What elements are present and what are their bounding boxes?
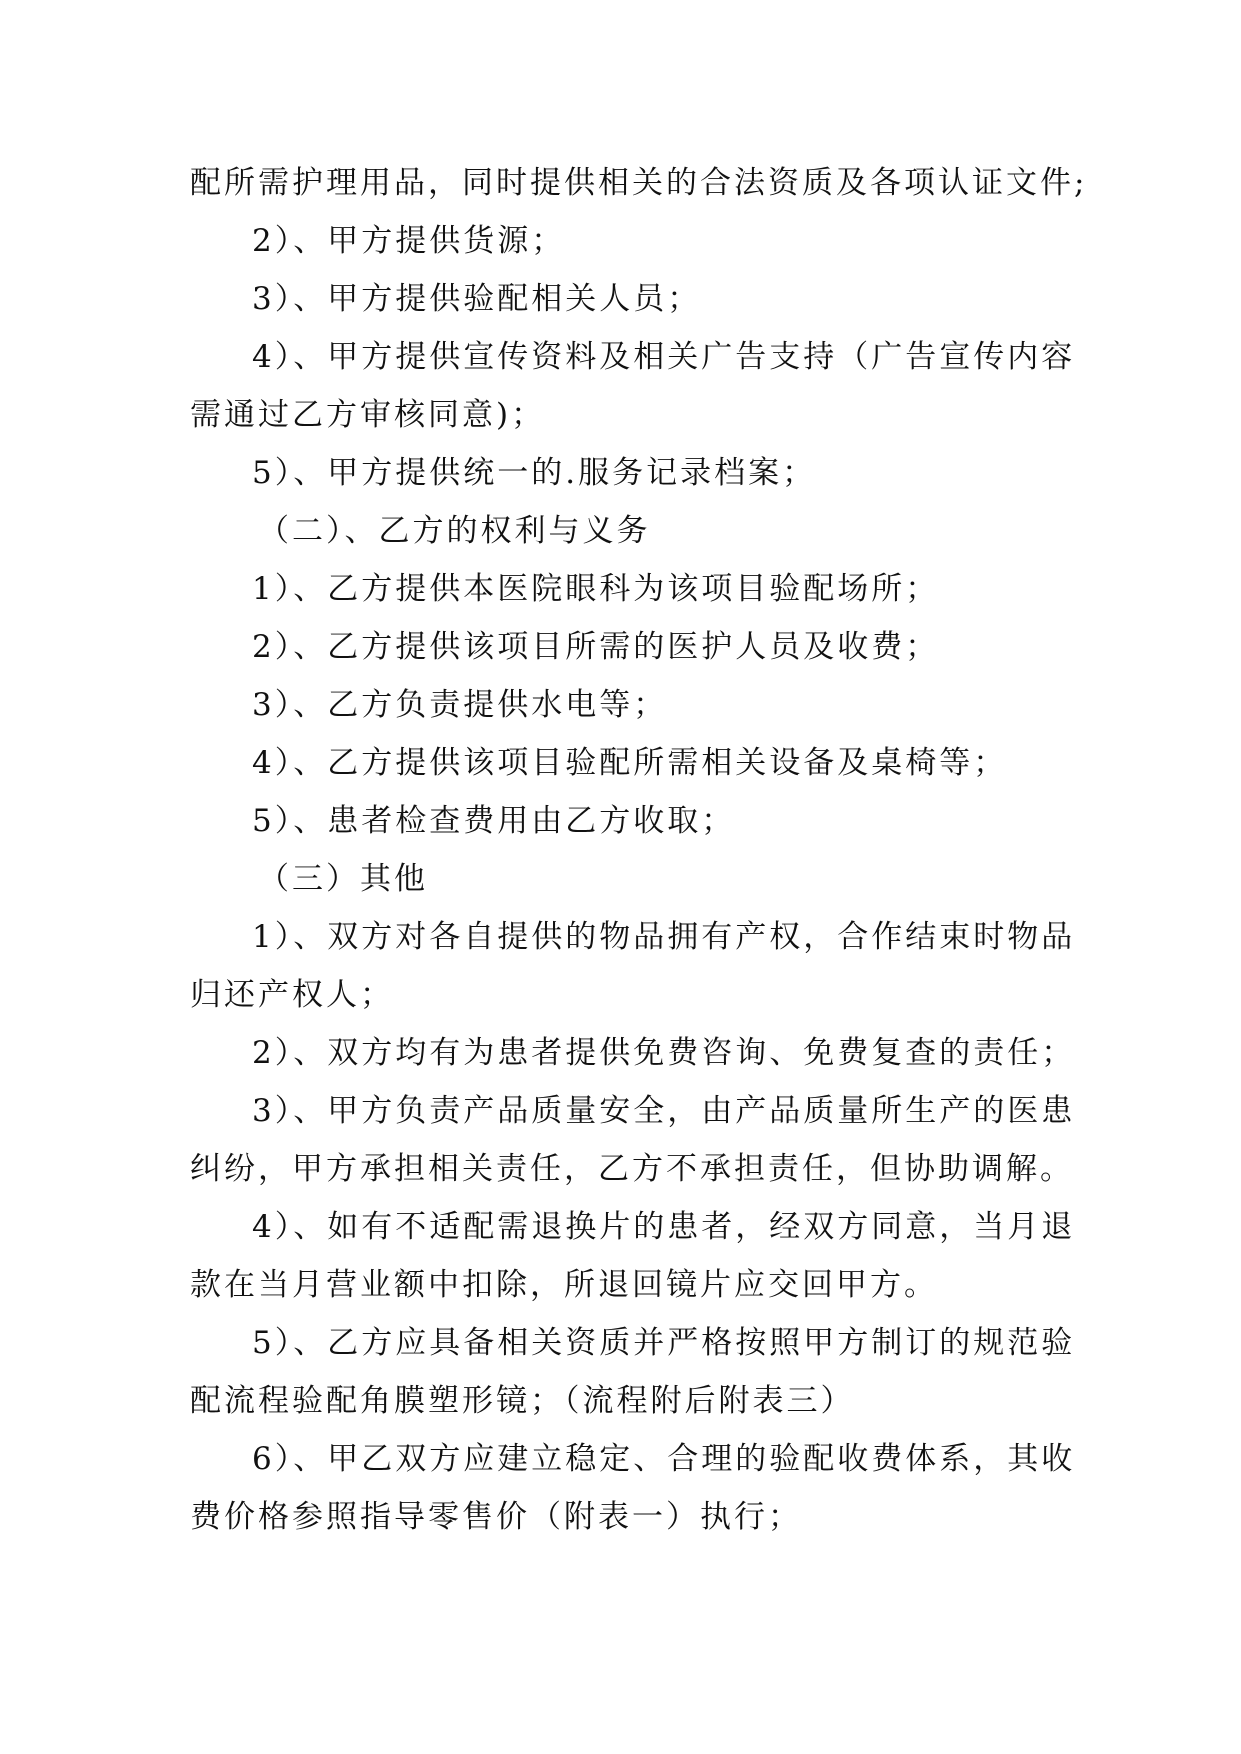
text-line: 3）、乙方负责提供水电等； xyxy=(252,687,668,723)
text-line: 需通过乙方审核同意)； xyxy=(190,397,546,433)
text-line: 5）、患者检查费用由乙方收取； xyxy=(252,803,736,839)
text-line: 4）、甲方提供宣传资料及相关广告支持（广告宣传内容 xyxy=(252,339,1076,375)
text-line: 4）、乙方提供该项目验配所需相关设备及桌椅等； xyxy=(252,745,1008,781)
section-heading: （三）其他 xyxy=(258,861,428,897)
text-line: 2）、双方均有为患者提供免费咨询、免费复查的责任； xyxy=(252,1035,1076,1071)
text-line: 3）、甲方负责产品质量安全，由产品质量所生产的医患 xyxy=(252,1093,1076,1129)
text-line: 纠纷，甲方承担相关责任，乙方不承担责任，但协助调解。 xyxy=(190,1151,1074,1187)
text-line: 配所需护理用品，同时提供相关的合法资质及各项认证文件; xyxy=(190,165,1088,201)
text-line: 2）、甲方提供货源； xyxy=(252,223,566,259)
text-line: 4）、如有不适配需退换片的患者，经双方同意，当月退 xyxy=(252,1209,1076,1245)
text-line: 1）、乙方提供本医院眼科为该项目验配场所； xyxy=(252,571,940,607)
text-line: 2）、乙方提供该项目所需的医护人员及收费； xyxy=(252,629,940,665)
text-line: 款在当月营业额中扣除，所退回镜片应交回甲方。 xyxy=(190,1267,938,1303)
text-line: 5）、甲方提供统一的.服务记录档案； xyxy=(252,455,817,491)
text-line: 归还产权人； xyxy=(190,977,394,1013)
text-line: 1）、双方对各自提供的物品拥有产权，合作结束时物品 xyxy=(252,919,1076,955)
section-heading: （二）、乙方的权利与义务 xyxy=(258,513,651,549)
text-line: 5）、乙方应具备相关资质并严格按照甲方制订的规范验 xyxy=(252,1325,1076,1361)
text-line: 6）、甲乙双方应建立稳定、合理的验配收费体系，其收 xyxy=(252,1441,1076,1477)
text-line: 3）、甲方提供验配相关人员； xyxy=(252,281,702,317)
text-line: 费价格参照指导零售价（附表一）执行； xyxy=(190,1499,802,1535)
text-line: 配流程验配角膜塑形镜；（流程附后附表三） xyxy=(190,1383,855,1419)
